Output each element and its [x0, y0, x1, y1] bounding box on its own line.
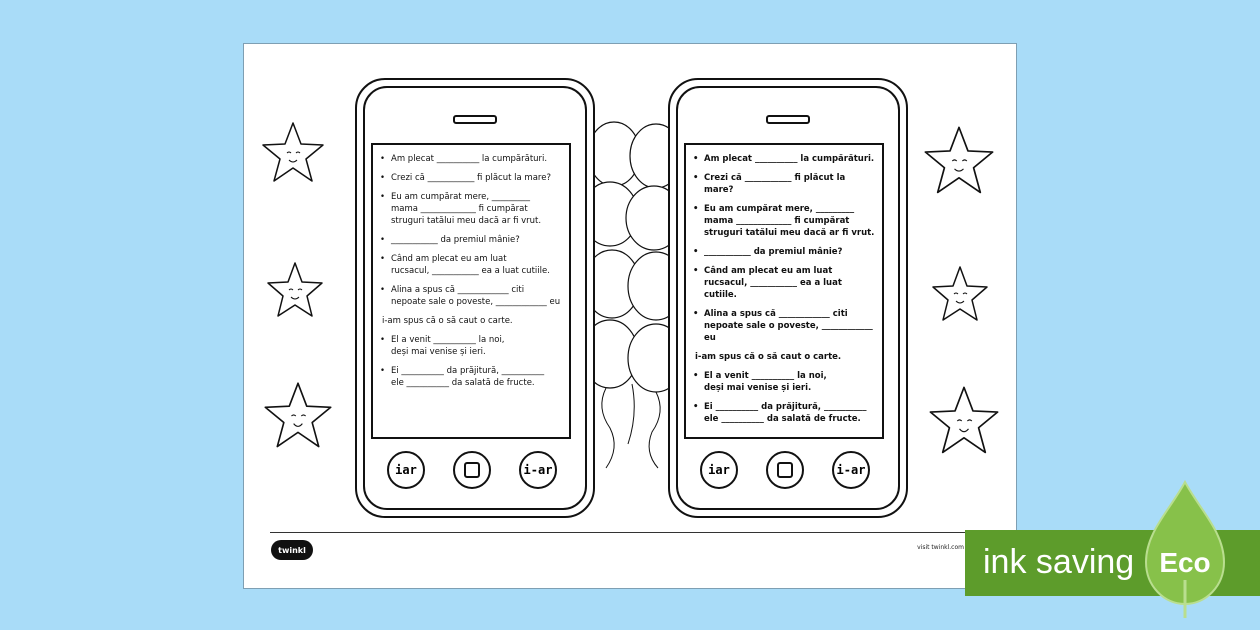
- sentence-item: [379, 334, 563, 358]
- bullet-icon: •: [693, 154, 699, 164]
- home-button[interactable]: [766, 451, 804, 489]
- sentence-item: [379, 153, 563, 165]
- bullet-icon: •: [380, 192, 386, 202]
- twinkl-logo: twinkl: [271, 540, 313, 560]
- visit-link[interactable]: visit twinkl.com: [917, 544, 964, 551]
- sentence-item: [379, 191, 563, 227]
- bullet-icon: •: [693, 173, 699, 183]
- i-ar-button[interactable]: i-ar: [832, 451, 870, 489]
- sentence-text: El a venit __________ la noi, deși mai venise și ieri.: [704, 371, 827, 393]
- star-icon: [262, 380, 334, 452]
- phone-screen: [371, 143, 571, 439]
- home-button-icon: [777, 462, 793, 478]
- sentence-list: [379, 153, 563, 389]
- sentence-item: [692, 401, 876, 425]
- eco-drop-icon: [1142, 480, 1228, 620]
- sentence-item: [692, 153, 876, 165]
- phone-right: [668, 78, 908, 518]
- sentence-text: Eu am cumpărat mere, _________ mama _____________ fi cumpărat struguri tatălui meu dacă ar fi vrut.: [391, 192, 542, 226]
- bullet-icon: •: [380, 335, 386, 345]
- sentence-text: i-am spus că o să caut o carte.: [382, 316, 513, 326]
- sentence-item: [692, 246, 876, 258]
- bullet-icon: •: [693, 371, 699, 381]
- sentence-text: Crezi că ___________ fi plăcut la mare?: [391, 173, 551, 183]
- sentence-item: [692, 172, 876, 196]
- sentence-text: ___________ da premiul mânie?: [704, 247, 843, 257]
- footer-divider: [270, 532, 990, 533]
- sentence-list: [692, 153, 876, 425]
- sentence-text: Am plecat __________ la cumpărături.: [391, 154, 548, 164]
- star-icon: [262, 258, 328, 324]
- worksheet-page: [243, 43, 1017, 589]
- sentence-item: [692, 370, 876, 394]
- sentence-text: Am plecat __________ la cumpărături.: [704, 154, 875, 164]
- iar-button[interactable]: iar: [700, 451, 738, 489]
- iar-button[interactable]: iar: [387, 451, 425, 489]
- sentence-item: [692, 308, 876, 344]
- phone-speaker: [766, 115, 810, 124]
- sentence-text: Eu am cumpărat mere, _________ mama _____________ fi cumpărat struguri tatălui meu dacă ar fi vrut.: [704, 204, 875, 238]
- bullet-icon: •: [380, 173, 386, 183]
- sentence-item: [692, 203, 876, 239]
- sentence-text: Ei __________ da prăjitură, __________ ele __________ da salată de fructe.: [391, 366, 545, 388]
- bullet-icon: •: [693, 402, 699, 412]
- sentence-item: [379, 284, 563, 308]
- bullet-icon: •: [380, 366, 386, 376]
- phone-left: [355, 78, 595, 518]
- sentence-item: [379, 315, 563, 327]
- sentence-item: [379, 365, 563, 389]
- sentence-text: El a venit __________ la noi, deși mai venise și ieri.: [391, 335, 505, 357]
- sentence-text: Când am plecat eu am luat rucsacul, ___________ ea a luat cutiile.: [391, 254, 550, 276]
- sentence-text: Ei __________ da prăjitură, __________ ele __________ da salată de fructe.: [704, 402, 867, 424]
- eco-label: Eco: [1159, 547, 1211, 578]
- star-icon: [260, 120, 326, 186]
- ink-saving-label: ink saving: [983, 543, 1135, 581]
- home-button[interactable]: [453, 451, 491, 489]
- sentence-text: Crezi că ___________ fi plăcut la mare?: [704, 173, 846, 195]
- bullet-icon: •: [380, 285, 386, 295]
- sentence-item: [692, 351, 876, 363]
- star-icon: [920, 124, 998, 198]
- bullet-icon: •: [380, 235, 386, 245]
- bullet-icon: •: [693, 266, 699, 276]
- i-ar-button[interactable]: i-ar: [519, 451, 557, 489]
- sentence-text: Când am plecat eu am luat rucsacul, ___________ ea a luat cutiile.: [704, 266, 842, 300]
- sentence-item: [692, 265, 876, 301]
- sentence-text: Alina a spus că ____________ citi nepoate sale o poveste, ____________ eu: [391, 285, 561, 307]
- bullet-icon: •: [380, 254, 386, 264]
- sentence-text: Alina a spus că ____________ citi nepoate sale o poveste, ____________ eu: [704, 309, 873, 343]
- sentence-text: ___________ da premiul mânie?: [391, 235, 520, 245]
- bullet-icon: •: [693, 309, 699, 319]
- sentence-text: i-am spus că o să caut o carte.: [695, 352, 842, 362]
- bullet-icon: •: [693, 204, 699, 214]
- star-icon: [926, 384, 1002, 458]
- bullet-icon: •: [380, 154, 386, 164]
- sentence-item: [379, 253, 563, 277]
- bullet-icon: •: [693, 247, 699, 257]
- sentence-item: [379, 172, 563, 184]
- star-icon: [926, 262, 994, 328]
- phone-speaker: [453, 115, 497, 124]
- sentence-item: [379, 234, 563, 246]
- home-button-icon: [464, 462, 480, 478]
- phone-screen: [684, 143, 884, 439]
